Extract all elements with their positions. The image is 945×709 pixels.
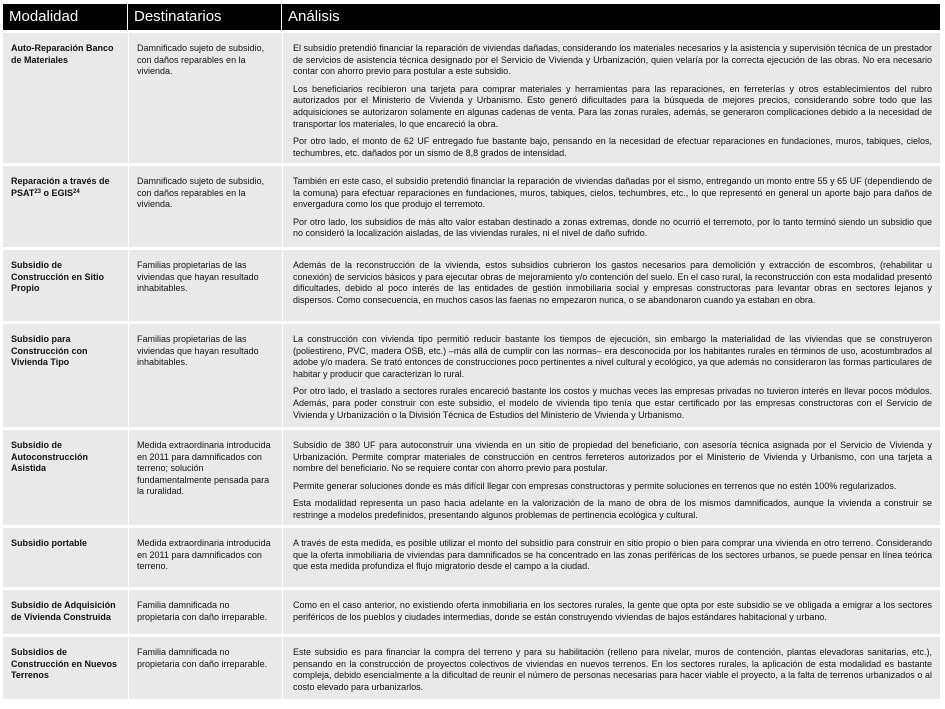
- modalidad-text: o EGIS: [41, 187, 74, 198]
- row-destinatarios: Familia damnificada no propietaria con daño irreparable.: [128, 590, 282, 634]
- row-modalidad: Subsidio portable: [3, 528, 128, 587]
- row-analisis: [282, 166, 940, 247]
- row-analisis: [282, 250, 940, 321]
- header-modalidad: Modalidad: [3, 4, 128, 30]
- row-modalidad: Subsidio de Adquisición de Vivienda Construida: [3, 590, 128, 634]
- analisis-paragraph: Por otro lado, los subsidios de más alto valor estaban destinado a zonas extremas, donde no ocurrió el terremoto, por lo tanto terminó siendo un subsidio que no consideró la localización aisladas, de las viviendas rurales, ni el nivel de daño sufrido.: [293, 216, 932, 239]
- row-modalidad: Auto-Reparación Banco de Materiales: [3, 33, 128, 163]
- row-analisis: [282, 637, 940, 699]
- row-destinatarios: Damnificado sujeto de subsidio, con daños reparables en la vivienda.: [128, 166, 282, 247]
- row-modalidad: [3, 166, 128, 247]
- analisis-paragraph: Esta modalidad representa un paso hacia adelante en la valorización de la mano de obra de los mismos damnificados, aunque la vivienda a construir se restringe a modelos predefinidos, presentando algunos problemas de pertinencia ecológica y cultural.: [293, 498, 932, 520]
- row-modalidad: Subsidios de Construcción en Nuevos Terrenos: [3, 637, 128, 699]
- header-destinatarios: Destinatarios: [128, 4, 282, 30]
- analisis-paragraph: El subsidio pretendió financiar la reparación de viviendas dañadas, considerando los materiales necesarios y la asistencia y supervisión técnica de un prestador de servicios de asistencia técnica designado por el Servicio de Vivienda y Urbanización, quien velaría por la correcta ejecución de las obras. No era necesario contar con ahorro previo para postular a este subsidio.: [293, 43, 932, 77]
- analisis-paragraph: Los beneficiarios recibieron una tarjeta para comprar materiales y herramientas para las reparaciones, en ferreterías y otros establecimientos del rubro autorizados por el Ministerio de Vivienda y Urbanismo. Esto generó dificultades para la búsqueda de mejores precios, considerando sobre todo que las adquisiciones se autorizaron solamente en algunas cadenas de venta. Para las zonas rurales, además, se generaron complicaciones debido a la necesidad de transportar los materiales, lo que encareció la obra.: [293, 83, 932, 129]
- row-analisis: [282, 528, 940, 587]
- row-destinatarios: Damnificado sujeto de subsidio, con daños reparables en la vivienda.: [128, 33, 282, 163]
- analisis-paragraph: Además de la reconstrucción de la vivienda, estos subsidios cubrieron los gastos necesarios para demolición y extracción de escombros, (rehabilitar u conexión) de servicios básicos y para ejecutar obras de mejoramiento y/o contención del suelo. En el caso rural, la reconstrucción con esta modalidad presentó dificultades, debido al poco interés de las entidades de gestión inmobiliaria social y empresas constructoras para levantar obras en sectores lejanos y dispersos. Como consecuencia, en muchos casos las faenas no empezaron nunca, o se abandonaron cuando ya estaban en obra.: [293, 260, 932, 305]
- row-analisis: [282, 33, 940, 163]
- row-modalidad: Subsidio de Construcción en Sitio Propio: [3, 250, 128, 321]
- row-destinatarios: Medida extraordinaria introducida en 2011 para damnificados con terreno; solución fundamentalmente pensada para la ruralidad.: [128, 430, 282, 525]
- analisis-paragraph: Permite generar soluciones donde es más difícil llegar con empresas constructoras y permite soluciones en terrenos que no estén 100% regularizados.: [293, 480, 897, 491]
- policy-table: [3, 4, 940, 699]
- analisis-paragraph: Subsidio de 380 UF para autoconstruir una vivienda en un sitio de propiedad del beneficiario, con asesoría técnica asignada por el Servicio de Vivienda y Urbanización. Permite comprar materiales de construcción en centros ferreteros autorizados por el Ministerio de Vivienda y Urbanismo, con una tarjeta a nombre del beneficiario. No se requiere contar con ahorro previo para postular.: [293, 440, 932, 474]
- row-destinatarios: Familias propietarias de las viviendas que hayan resultado inhabitables.: [128, 324, 282, 427]
- row-analisis: [282, 430, 940, 525]
- row-modalidad: Subsidio para Construcción con Vivienda Tipo: [3, 324, 128, 427]
- row-modalidad: Subsidio de Autoconstrucción Asistida: [3, 430, 128, 525]
- analisis-paragraph: Como en el caso anterior, no existiendo oferta inmobiliaria en los sectores rurales, la gente que opta por este subsidio se ve obligada a emigrar a los sectores periféricos de los pueblos y ciudades intermedias, donde se están construyendo viviendas de bajos estándares habitacional y urbano.: [293, 600, 932, 622]
- modalidad-text: Reparación a través de PSAT: [11, 176, 110, 198]
- row-analisis: [282, 324, 940, 427]
- row-destinatarios: Medida extraordinaria introducida en 2011 para damnificados con terreno.: [128, 528, 282, 587]
- analisis-paragraph: Por otro lado, el traslado a sectores rurales encareció bastante los costos y muchas veces las empresas privadas no tuvieron interés en llevar pocos módulos. Además, para poder construir con este subsidio, el modelo de vivienda tipo tenía que estar certificado por las empresas constructoras con el Servicio de Vivienda y Urbanización o la División Técnica de Estudios del Ministerio de Vivienda y Urbanismo.: [293, 386, 932, 420]
- row-analisis: [282, 590, 940, 634]
- row-destinatarios: Familia damnificada no propietaria con daño irreparable.: [128, 637, 282, 699]
- analisis-paragraph: También en este caso, el subsidio pretendió financiar la reparación de viviendas dañadas por el sismo, entregando un monto entre 55 y 65 UF (dependiendo de la comuna) para efectuar reparaciones en fundaciones, muros, tabiques, cielos, techumbres, etc., lo que representó en general un aporte bajo para daños de envergadura como los que produjo el terremoto.: [293, 176, 932, 210]
- row-destinatarios: Familias propietarias de las viviendas que hayan resultado inhabitables.: [128, 250, 282, 321]
- analisis-paragraph: La construcción con vivienda tipo permitió reducir bastante los tiempos de ejecución, sin embargo la materialidad de las viviendas que se construyeron (poliestireno, PVC, madera OSB, etc.) –más allá de cumplir con las normas– era desconocida por los habitantes rurales en términos de uso, acostumbrados al adobe y/o madera. Se trató entonces de construcciones poco pertinentes a nivel cultural y ecológico, ya que además no consideraron las formas particulares de habitar y producir que caracterizan lo rural.: [293, 334, 932, 379]
- footnote-ref: 24: [73, 188, 80, 195]
- analisis-paragraph: A través de esta medida, es posible utilizar el monto del subsidio para construir en sitio propio o bien para comprar una vivienda en otro terreno. Considerando que la oferta inmobiliaria de viviendas para damnificados se ha concentrado en las zonas periféricas de los sectores urbanos, se puede pensar en línea teórica que esta medida profundiza el flujo migratorio desde el campo a la ciudad.: [293, 538, 932, 572]
- footnote-ref: 23: [34, 188, 42, 195]
- analisis-paragraph: Por otro lado, el monto de 62 UF entregado fue bastante bajo, pensando en la necesidad de efectuar reparaciones en fundaciones, muros, tabiques, cielos, techumbres, etc. dañados por un sismo de 8,8 grados de intensidad.: [293, 136, 932, 158]
- analisis-paragraph: Este subsidio es para financiar la compra del terreno y para su habilitación (relleno para nivelar, muros de contención, plantas elevadoras sanitarias, etc.), pensando en la construcción de proyectos colectivos de viviendas en nuevos terrenos. En los sectores rurales, la aplicación de esta modalidad es bastante compleja, debido esencialmente a la dificultad de reunir el número de personas necesarias para hacer viable el proyecto, a la falta de terrenos urbanizados o al costo elevado para urbanizarlos.: [293, 647, 932, 692]
- header-analisis: Análisis: [282, 4, 940, 30]
